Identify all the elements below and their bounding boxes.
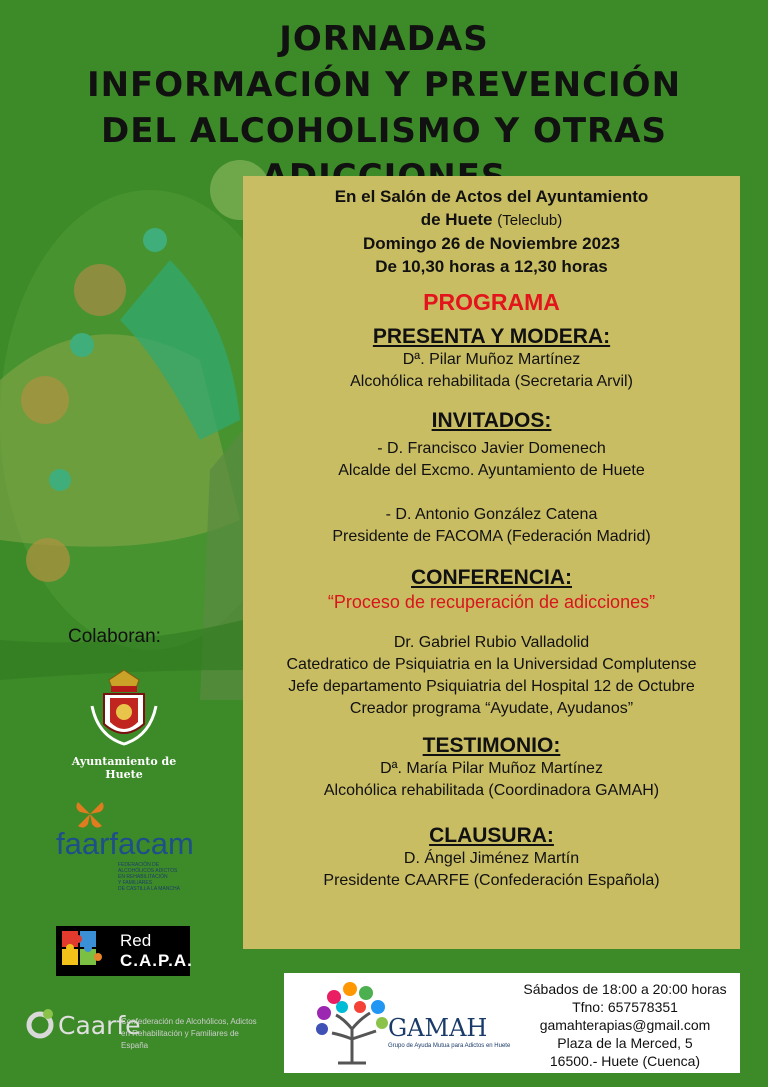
caarfe-subtitle-line: en Rehabilitación y Familiares de España [121, 1029, 239, 1050]
contact-phone: Tfno: 657578351 [572, 999, 678, 1015]
person-name: Dª. María Pilar Muñoz Martínez [380, 760, 603, 777]
speaker-detail: Jefe departamento Psiquiatria del Hospital 12 de Octubre [288, 678, 695, 695]
caarfe-symbol-icon [26, 1007, 58, 1041]
section-heading: CLAUSURA: [429, 824, 554, 847]
section-clausura [243, 824, 740, 892]
contact-email: gamahterapias@gmail.com [539, 1017, 711, 1033]
person-name: Dª. Pilar Muñoz Martínez [402, 351, 581, 368]
faarfacam-subtitle-line: FEDERACIÓN DE [118, 862, 160, 868]
section-testimonio [243, 734, 740, 802]
faarfacam-logo [56, 794, 206, 894]
faarfacam-wordmark: faarfacam [56, 826, 194, 861]
venue-info [243, 185, 740, 278]
venue-location-2 [243, 208, 740, 232]
faarfacam-subtitle-line: EN REHABILITACIÓN [118, 874, 168, 880]
person-role: Alcalde del Excmo. Ayuntamiento de Huete [338, 462, 645, 479]
faarfacam-subtitle-line: Y FAMILIARES [118, 880, 153, 886]
person-name: - D. Antonio González Catena [385, 506, 598, 523]
section-invitados [243, 409, 740, 548]
event-time: De 10,30 horas a 12,30 horas [375, 257, 608, 276]
contact-city: 16500.- Huete (Cuenca) [549, 1053, 701, 1069]
faarfacam-subtitle-line: DE CASTILLA LA MANCHA [118, 886, 180, 892]
speaker-detail: Creador programa “Ayudate, Ayudanos” [349, 700, 634, 717]
ayuntamiento-label: Ayuntamiento de Huete [71, 755, 177, 781]
tree-logo-icon [314, 979, 394, 1065]
coat-of-arms-icon [62, 666, 186, 750]
contact-schedule: Sábados de 18:00 a 20:00 horas [523, 981, 727, 997]
figure-head [21, 376, 69, 424]
venue-location: En el Salón de Actos del Ayuntamiento [334, 187, 649, 206]
red-capa-label: Red [120, 931, 152, 950]
speaker-name: Dr. Gabriel Rubio Valladolid [393, 634, 590, 651]
section-heading: INVITADOS: [431, 409, 552, 432]
section-presenta [243, 325, 740, 393]
ayuntamiento-logo [62, 666, 186, 781]
contact-details [512, 980, 738, 1070]
caarfe-subtitle-line: Confederación de Alcohólicos, Adictos [121, 1017, 257, 1026]
collaborators-label: Colaboran: [68, 626, 161, 647]
faarfacam-subtitle-line: ALCOHÓLICOS ADICTOS [118, 868, 178, 874]
venue-town: de Huete [420, 210, 493, 229]
person-role: Presidente de FACOMA (Federación Madrid) [332, 528, 651, 545]
figure-head [26, 538, 70, 582]
caarfe-logo [26, 1005, 266, 1051]
section-conferencia [243, 566, 740, 720]
figure-head [74, 264, 126, 316]
venue-note: (Teleclub) [497, 212, 563, 229]
caarfe-subtitle [121, 1016, 266, 1052]
faarfacam-subtitle [118, 862, 180, 892]
figure-dot [49, 469, 71, 491]
speaker-detail: Catedratico de Psiquiatria en la Universidad Complutense [286, 656, 697, 673]
poster-title [0, 16, 768, 200]
figure-dot [70, 333, 94, 357]
person-name: - D. Francisco Javier Domenech [377, 440, 606, 457]
title-line: DEL ALCOHOLISMO Y OTRAS [100, 111, 668, 151]
section-heading: TESTIMONIO: [422, 734, 561, 757]
section-heading: PRESENTA Y MODERA: [372, 325, 611, 348]
red-capa-logo [56, 926, 193, 976]
person-name: D. Ángel Jiménez Martín [403, 850, 580, 867]
caarfe-wordmark: Caarfe [58, 1011, 141, 1040]
person-role: Alcohólica rehabilitada (Coordinadora GAMAH) [323, 782, 660, 799]
contact-address: Plaza de la Merced, 5 [557, 1035, 693, 1051]
section-heading: CONFERENCIA: [411, 566, 572, 589]
conference-topic: “Proceso de recuperación de adicciones” [327, 592, 656, 612]
program-panel [243, 176, 740, 949]
person-role: Presidente CAARFE (Confederación Española) [323, 872, 660, 889]
red-capa-name: C.A.P.A. [120, 951, 193, 970]
program-heading: PROGRAMA [423, 289, 560, 315]
title-line: JORNADAS [279, 19, 489, 59]
contact-box [284, 973, 740, 1073]
person-role: Alcohólica rehabilitada (Secretaria Arvil) [350, 373, 633, 390]
puzzle-icon [60, 929, 112, 973]
gamah-wordmark: GAMAH [388, 1014, 488, 1042]
figure-dot [143, 228, 167, 252]
title-line: INFORMACIÓN Y PREVENCIÓN [86, 65, 682, 105]
gamah-subtitle: Grupo de Ayuda Mutua para Adictos en Huete [388, 1043, 511, 1049]
event-date: Domingo 26 de Noviembre 2023 [363, 234, 620, 253]
